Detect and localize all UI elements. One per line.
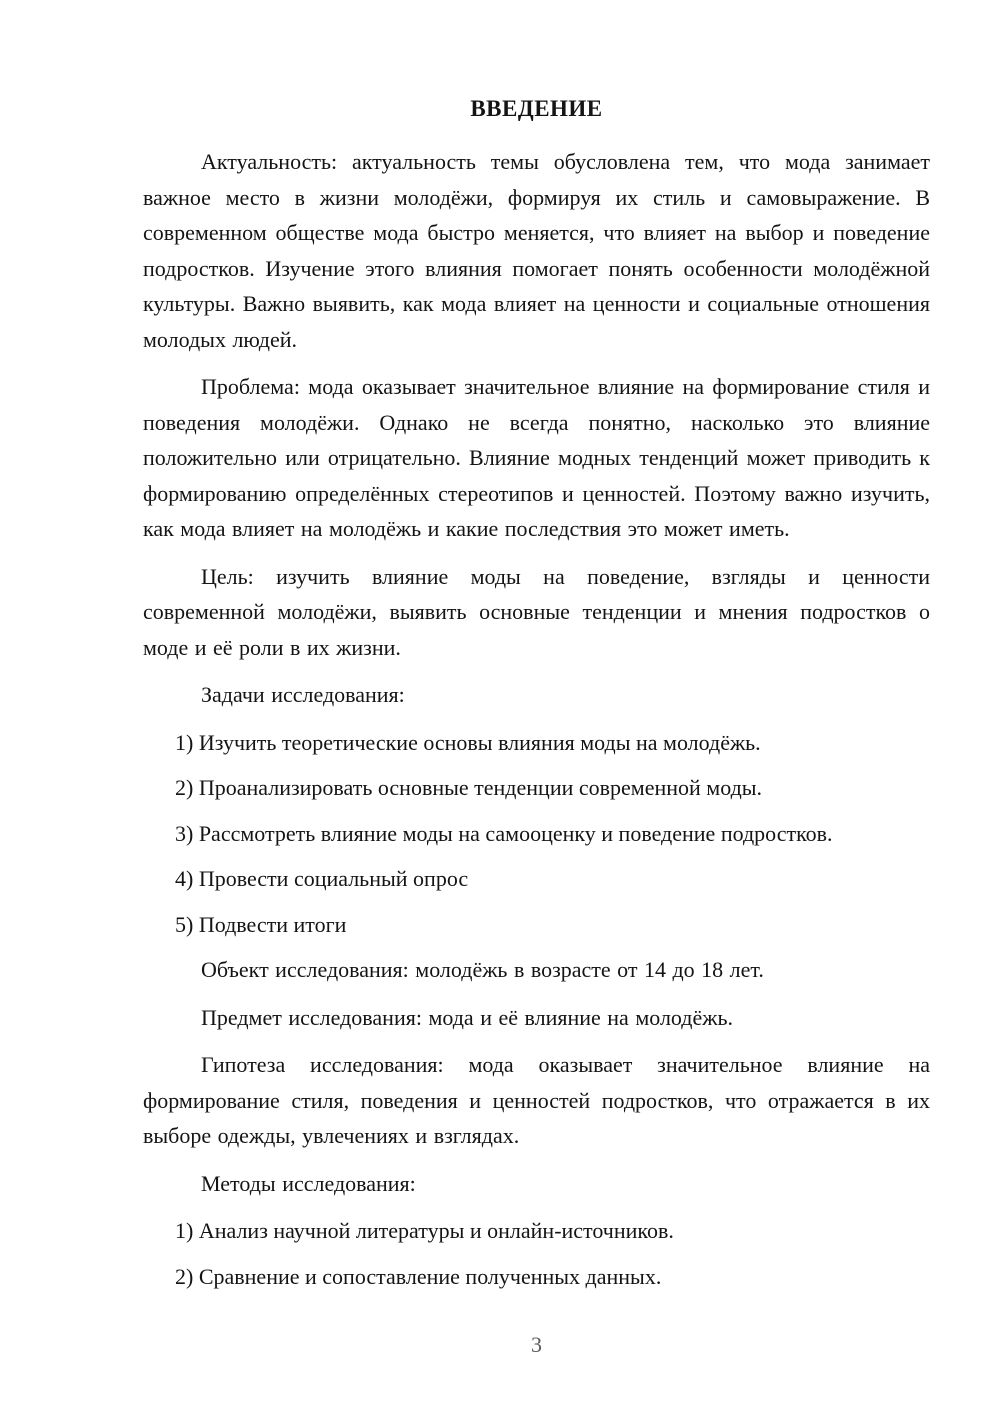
document-content [143, 95, 930, 1304]
tasks-heading: Задачи исследования: [201, 682, 405, 707]
list-item: 4) Провести социальный опрос [175, 866, 469, 891]
paragraph-object: Объект исследования: молодёжь в возрасте от 14 до 18 лет. [201, 957, 764, 982]
paragraph-subject: Предмет исследования: мода и её влияние на молодёжь. [201, 1004, 733, 1030]
paragraph-actuality: Актуальность: актуальность темы обусловлена тем, что мода занимает важное место в жизни молодёжи, формируя их стиль и самовыражение. В современном обществе мода быстро меняется, что влияет на выбор и поведение подростков. Изучение этого влияния помогает понять особенности молодёжной культуры. Важно выявить, как мода влияет на ценности и социальные отношения молодых людей. [143, 149, 930, 352]
methods-list [143, 1213, 930, 1294]
page-number: 3 [531, 1332, 542, 1357]
list-item: 1) Изучить теоретические основы влияния моды на молодёжь. [175, 729, 761, 755]
list-item: 5) Подвести итоги [175, 911, 347, 937]
paragraph-goal: Цель: изучить влияние моды на поведение, взгляды и ценности современной молодёжи, выявить основные тенденции и мнения подростков о моде и её роли в их жизни. [143, 563, 930, 660]
list-item: 3) Рассмотреть влияние моды на самооценку и поведение подростков. [175, 820, 833, 846]
paragraph-problem: Проблема: мода оказывает значительное влияние на формирование стиля и поведения молодёжи. Однако не всегда понятно, насколько это влияние положительно или отрицательно. Влияние модных тенденций может приводить к формированию определённых стереотипов и ценностей. Поэтому важно изучить, как мода влияет на молодёжь и какие последствия это может иметь. [143, 374, 930, 541]
page-title: ВВЕДЕНИЕ [470, 96, 603, 121]
list-item: 2) Сравнение и сопоставление полученных данных. [175, 1263, 662, 1289]
methods-heading: Методы исследования: [201, 1170, 416, 1196]
list-item: 1) Анализ научной литературы и онлайн-источников. [175, 1218, 674, 1243]
list-item: 2) Проанализировать основные тенденции современной моды. [175, 775, 763, 800]
tasks-list [143, 725, 930, 943]
paragraph-hypothesis: Гипотеза исследования: мода оказывает значительное влияние на формирование стиля, поведения и ценностей подростков, что отражается в их выборе одежды, увлечениях и взглядах. [143, 1052, 930, 1148]
